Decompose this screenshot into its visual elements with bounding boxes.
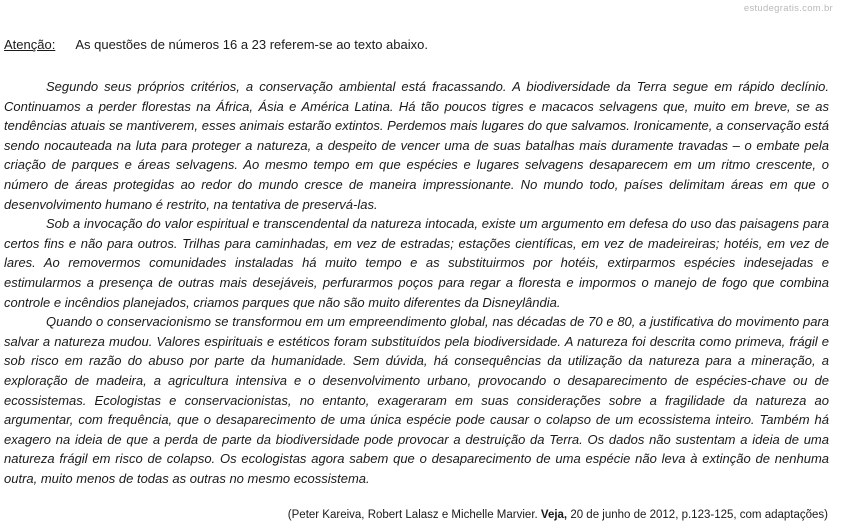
paragraph-3: Quando o conservacionismo se transformou em um empreendimento global, nas décadas de 70 e 80, a justificativa do movimento para salvar a natureza mudou. Valores espirituais e estéticos foram substituídos pela biodiversidade. A natureza foi descrita como primeva, frágil e sob risco em razão do abuso por parte da humanidade. Sem dúvida, há consequências da utilização da natureza para a mineração, a exploração de madeira, a agricultura intensiva e o desenvolvimento urbano, provocando o desaparecimento de espécies-chave ou de ecossistemas. Ecologistas e conservacionistas, no entanto, exageraram em suas considerações sobre a fragilidade da natureza ao argumentar, com frequência, que o desaparecimento de uma única espécie pode causar o colapso de um ecossistema inteiro. Também há exagero na ideia de que a perda de parte da biodiversidade pode provocar a destruição da Terra. Os dados não sustentam a ideia de uma natureza frágil em risco de colapso. Os ecologistas agora sabem que o desaparecimento de uma espécie não leva à extinção de nenhuma outra, muito menos de todas as outras no mesmo ecossistema.: [4, 314, 829, 486]
paragraph-2: Sob a invocação do valor espiritual e transcendental da natureza intocada, existe um argumento em defesa do uso das paisagens para certos fins e não para outros. Trilhas para caminhadas, em vez de estradas; estações científicas, em vez de madeireiras; hotéis, em vez de lares. Ao removermos comunidades instaladas há muito tempo e as substituirmos por hotéis, extirparmos espécies indesejadas e estimularmos a presença de outras mais desejáveis, perfurarmos poços para regar a floresta e impormos o manejo de fogo que combina controle e incêndios planejados, criamos parques que não são muito diferentes da Disneylândia.: [4, 216, 829, 310]
paragraph-1: Segundo seus próprios critérios, a conservação ambiental está fracassando. A biodiversidade da Terra segue em rápido declínio. Continuamos a perder florestas na África, Ásia e América Latina. Há tão poucos tigres e macacos selvagens que, muito em breve, se as tendências atuais se mantiverem, esses animais estarão extintos. Perdemos mais lugares do que salvamos. Ironicamente, a conservação está sendo nocauteada na luta para proteger a natureza, a despeito de vencer uma de suas batalhas mais duramente travadas – o embate pela criação de parques e áreas selvagens. Ao mesmo tempo em que espécies e lugares selvagens desaparecem em um ritmo crescente, o número de áreas protegidas ao redor do mundo cresce de maneira impressionante. No mundo todo, países delimitam áreas em que o desenvolvimento humano é restrito, na tentativa de preservá-las.: [4, 79, 829, 212]
attention-text: As questões de números 16 a 23 referem-se ao texto abaixo.: [75, 37, 428, 52]
attention-label: Atenção:: [4, 37, 56, 52]
article-text: [4, 77, 829, 488]
attention-note: [4, 36, 831, 54]
citation-suffix: 20 de junho de 2012, p.123-125, com adaptações): [567, 509, 828, 521]
citation-source: Veja,: [540, 509, 568, 521]
citation: [288, 507, 828, 523]
watermark: estudegratis.com.br: [743, 3, 833, 14]
citation-prefix: (Peter Kareiva, Robert Lalasz e Michelle Marvier.: [287, 509, 541, 521]
